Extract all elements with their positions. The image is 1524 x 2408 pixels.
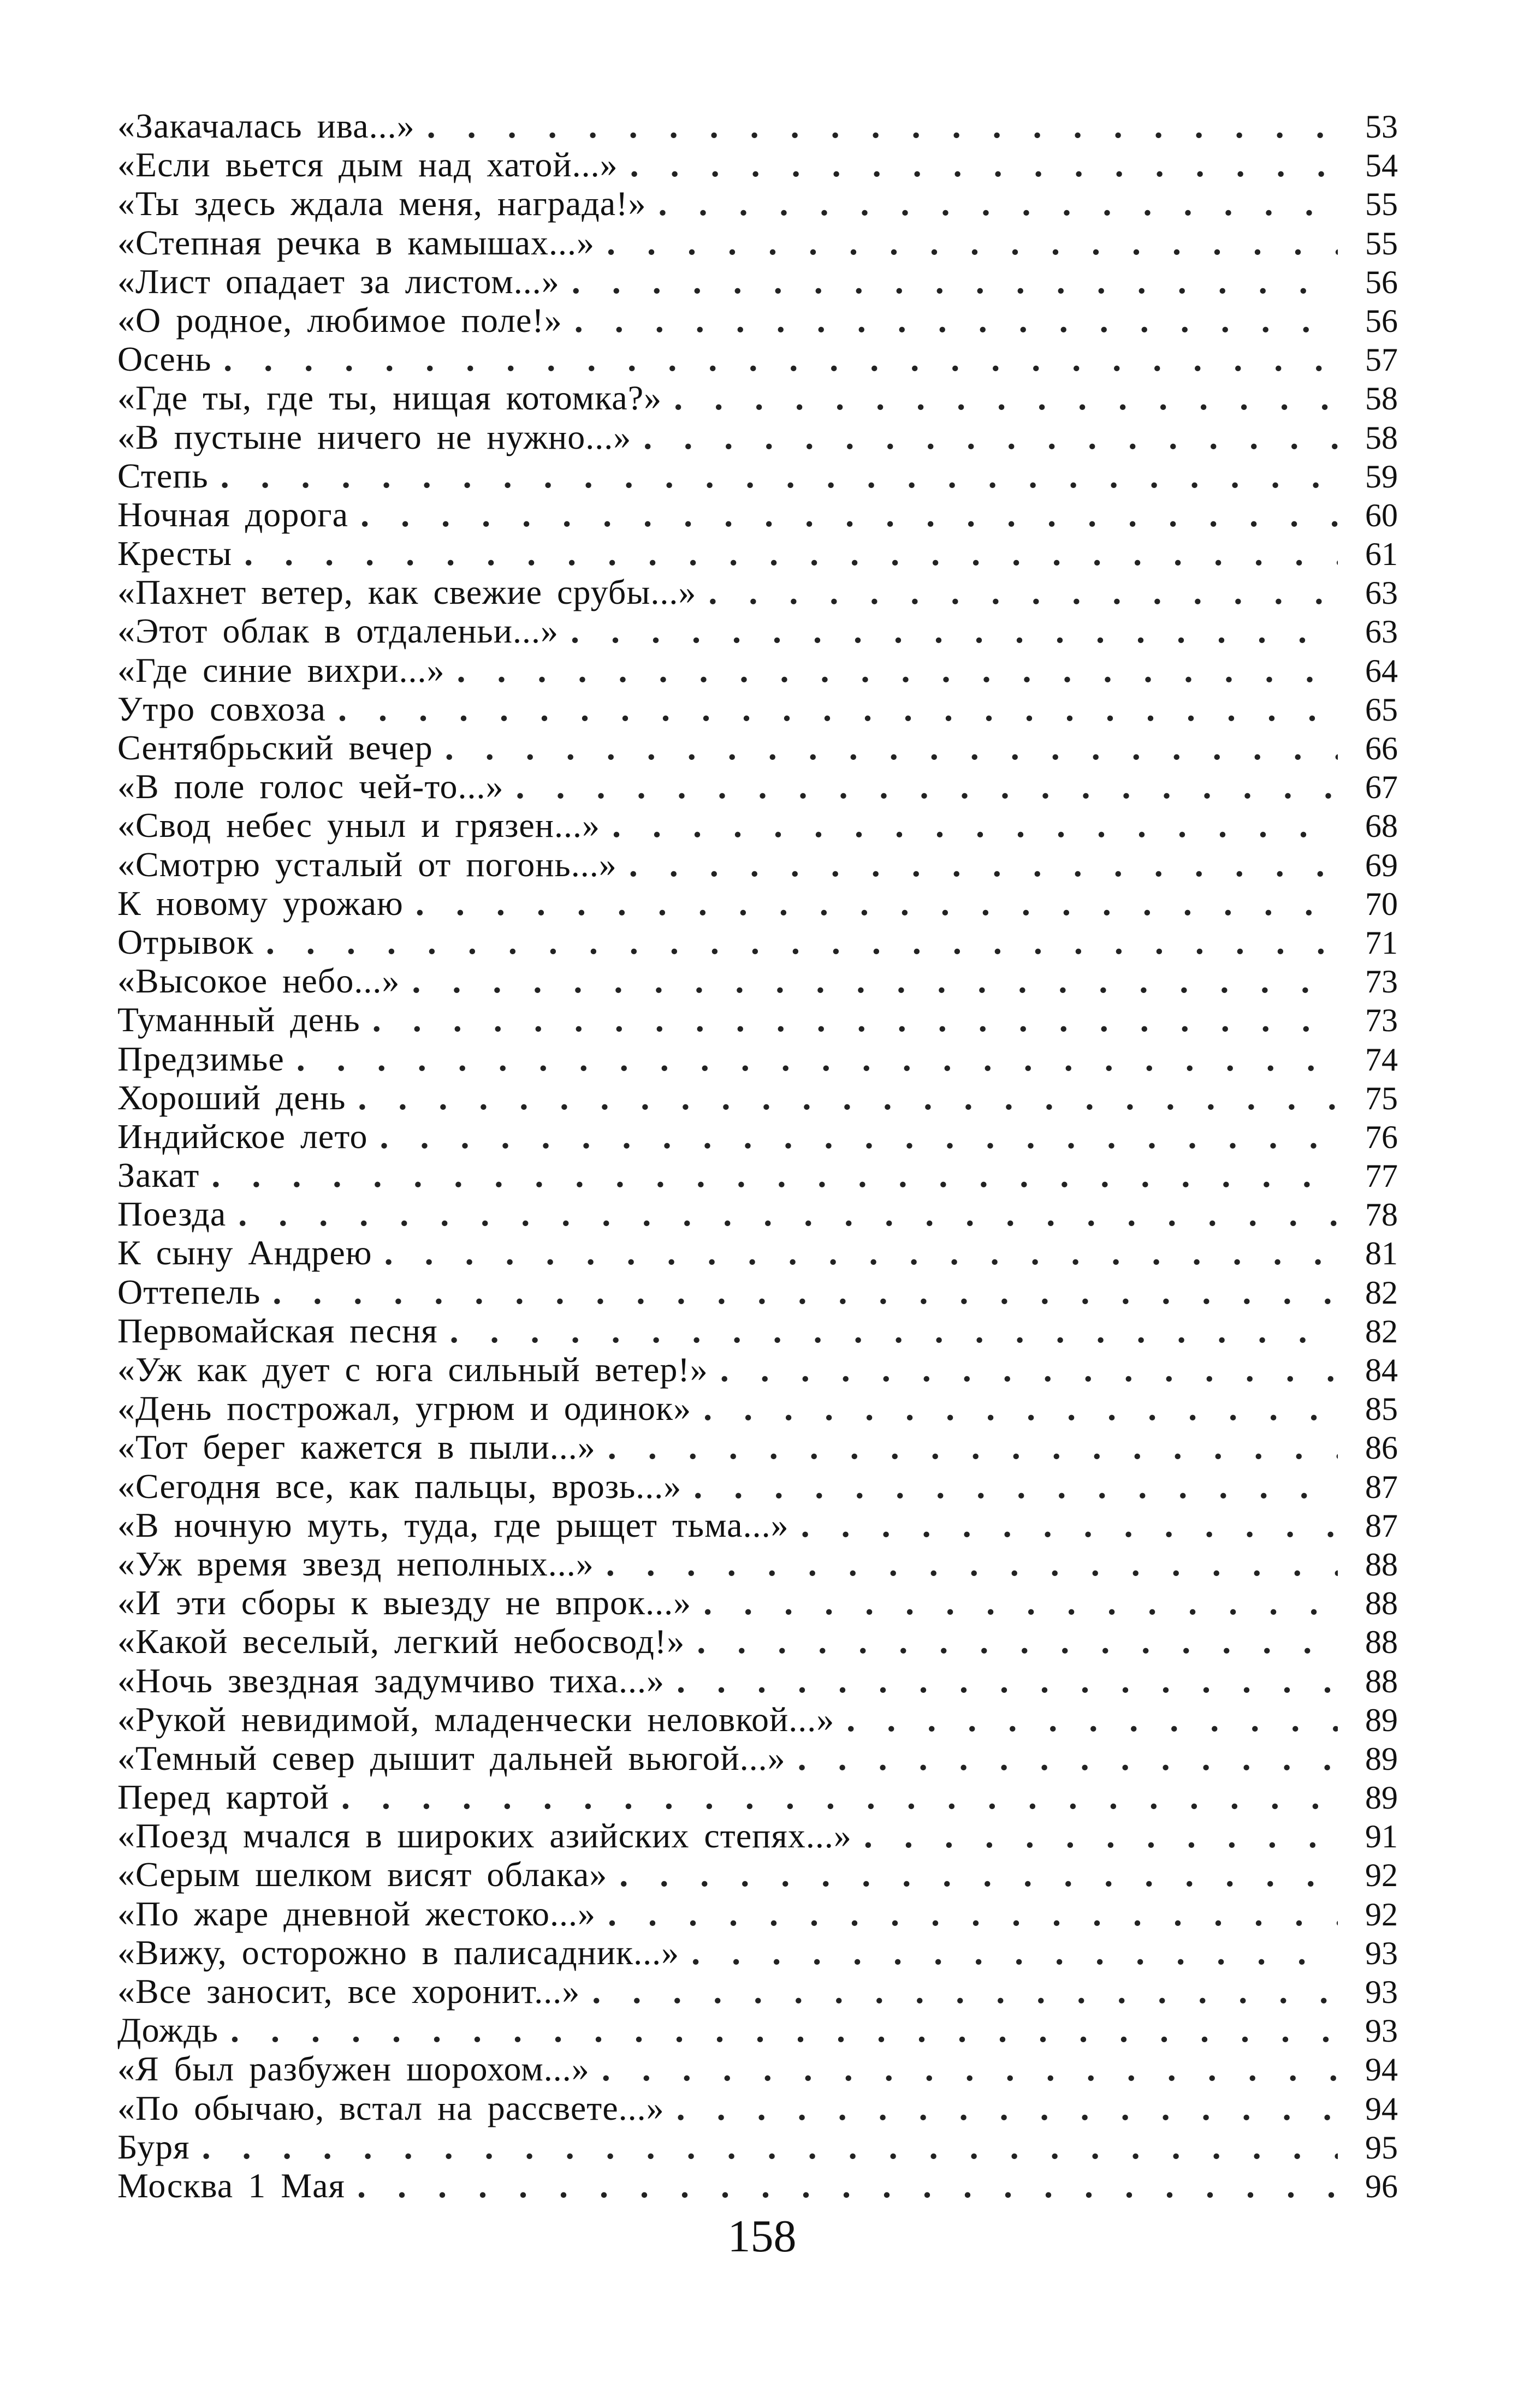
dot-leader bbox=[834, 1700, 1338, 1739]
toc-entry bbox=[117, 106, 1398, 145]
toc-entry-title: «Уж как дует с юга сильный ветер!» bbox=[117, 1350, 708, 1389]
toc-entry bbox=[117, 340, 1398, 378]
dot-leader bbox=[594, 1544, 1338, 1583]
dot-leader bbox=[600, 806, 1338, 845]
dot-leader bbox=[691, 1583, 1338, 1622]
toc-entry-title: Закат bbox=[117, 1156, 200, 1195]
toc-entry-title: «Этот облак в отдаленьи...» bbox=[117, 611, 559, 651]
toc-entry-title: «Смотрю усталый от погонь...» bbox=[117, 845, 617, 884]
dot-leader bbox=[596, 1894, 1338, 1933]
dot-leader bbox=[631, 418, 1338, 456]
dot-leader bbox=[209, 456, 1338, 495]
toc-entry bbox=[117, 262, 1398, 301]
dot-leader bbox=[346, 1078, 1338, 1117]
toc-entry bbox=[117, 1622, 1398, 1661]
toc-entry-page: 82 bbox=[1365, 1274, 1398, 1311]
toc-entry-page: 88 bbox=[1365, 1546, 1398, 1583]
toc-entry-page: 55 bbox=[1365, 186, 1398, 223]
toc-entry-page: 71 bbox=[1365, 924, 1398, 961]
dot-leader bbox=[415, 106, 1338, 145]
toc-entry bbox=[117, 2166, 1398, 2205]
dot-leader bbox=[685, 1622, 1338, 1661]
toc-entry-page: 84 bbox=[1365, 1352, 1398, 1388]
toc-entry-title: «Где синие вихри...» bbox=[117, 650, 445, 689]
toc-entry bbox=[117, 1467, 1398, 1506]
toc-entry bbox=[117, 534, 1398, 573]
dot-leader bbox=[562, 301, 1338, 340]
dot-leader bbox=[580, 1972, 1338, 2011]
toc-entry-page: 93 bbox=[1365, 1935, 1398, 1971]
toc-entry-page: 55 bbox=[1365, 225, 1398, 261]
toc-entry-title: Москва 1 Мая bbox=[117, 2166, 345, 2205]
toc-entry-title: К сыну Андрею bbox=[117, 1233, 372, 1273]
toc-entry-page: 89 bbox=[1365, 1702, 1398, 1738]
toc-entry bbox=[117, 923, 1398, 961]
dot-leader bbox=[360, 1000, 1338, 1039]
toc-entry-page: 67 bbox=[1365, 769, 1398, 806]
dot-leader bbox=[662, 378, 1338, 417]
page-number: 158 bbox=[727, 2211, 797, 2262]
toc-entry bbox=[117, 184, 1398, 223]
toc-entry bbox=[117, 1583, 1398, 1622]
toc-entry bbox=[117, 2049, 1398, 2088]
dot-leader bbox=[617, 845, 1338, 884]
dot-leader bbox=[404, 884, 1338, 923]
toc-entry-title: «Все заносит, все хоронит...» bbox=[117, 1972, 580, 2011]
toc-entry-page: 88 bbox=[1365, 1663, 1398, 1699]
toc-entry-page: 60 bbox=[1365, 497, 1398, 533]
toc-entry bbox=[117, 1000, 1398, 1039]
toc-entry-page: 54 bbox=[1365, 147, 1398, 184]
toc-entry bbox=[117, 2011, 1398, 2049]
toc-entry bbox=[117, 1933, 1398, 1972]
dot-leader bbox=[372, 1233, 1338, 1272]
toc-entry bbox=[117, 1855, 1398, 1894]
toc-entry-title: Оттепель bbox=[117, 1272, 261, 1311]
dot-leader bbox=[596, 1428, 1338, 1466]
toc-entry-page: 85 bbox=[1365, 1391, 1398, 1428]
toc-entry-title: «Где ты, где ты, нищая котомка?» bbox=[117, 378, 662, 418]
toc-entry-title: «Я был разбужен шорохом...» bbox=[117, 2049, 590, 2089]
toc-entry-page: 74 bbox=[1365, 1041, 1398, 1078]
toc-entry-title: «О родное, любимое поле!» bbox=[117, 300, 562, 340]
toc-entry-page: 96 bbox=[1365, 2168, 1398, 2204]
toc-entry-page: 58 bbox=[1365, 380, 1398, 417]
toc-entry-title: «Лист опадает за листом...» bbox=[117, 261, 560, 301]
toc-entry-title: Дождь bbox=[117, 2011, 219, 2050]
toc-entry bbox=[117, 1273, 1398, 1311]
toc-entry bbox=[117, 1816, 1398, 1855]
toc-entry-page: 94 bbox=[1365, 2090, 1398, 2127]
toc-entry bbox=[117, 2127, 1398, 2166]
toc-entry-page: 69 bbox=[1365, 847, 1398, 883]
toc-entry-page: 70 bbox=[1365, 885, 1398, 922]
toc-entry bbox=[117, 845, 1398, 884]
toc-entry bbox=[117, 728, 1398, 767]
toc-entry-page: 87 bbox=[1365, 1468, 1398, 1505]
toc-entry bbox=[117, 1894, 1398, 1933]
toc-entry-title: «В поле голос чей-то...» bbox=[117, 767, 504, 806]
toc-entry bbox=[117, 1117, 1398, 1156]
dot-leader bbox=[681, 1467, 1338, 1506]
dot-leader bbox=[607, 1855, 1338, 1894]
dot-leader bbox=[348, 495, 1338, 534]
toc-entry-page: 56 bbox=[1365, 264, 1398, 300]
toc-entry-page: 94 bbox=[1365, 2052, 1398, 2088]
toc-entry bbox=[117, 611, 1398, 650]
toc-entry-title: «Какой веселый, легкий небосвод!» bbox=[117, 1622, 685, 1661]
toc-entry-page: 76 bbox=[1365, 1119, 1398, 1155]
toc-entry-title: Сентябрьский вечер bbox=[117, 728, 433, 767]
toc-entry-title: «В пустыне ничего не нужно...» bbox=[117, 417, 632, 456]
toc-entry-title: «Поезд мчался в широких азийских степях...» bbox=[117, 1816, 852, 1856]
dot-leader bbox=[199, 1156, 1338, 1194]
dot-leader bbox=[218, 2011, 1338, 2049]
toc-entry-title: Буря bbox=[117, 2127, 190, 2166]
toc-entry-page: 88 bbox=[1365, 1624, 1398, 1661]
toc-entry-title: «Серым шелком висят облака» bbox=[117, 1855, 608, 1894]
toc-entry-page: 88 bbox=[1365, 1585, 1398, 1622]
dot-leader bbox=[789, 1506, 1338, 1544]
dot-leader bbox=[696, 573, 1338, 611]
dot-leader bbox=[226, 1194, 1338, 1233]
toc-entry bbox=[117, 2089, 1398, 2127]
toc-entry-page: 75 bbox=[1365, 1080, 1398, 1116]
dot-leader bbox=[559, 611, 1338, 650]
toc-entry-title: Предзимье bbox=[117, 1039, 284, 1078]
toc-entry-title: Перед картой bbox=[117, 1777, 329, 1817]
toc-entry bbox=[117, 456, 1398, 495]
toc-entry bbox=[117, 1777, 1398, 1816]
dot-leader bbox=[852, 1816, 1338, 1855]
toc-entry-title: «Вижу, осторожно в палисадник...» bbox=[117, 1933, 680, 1972]
toc-entry bbox=[117, 1039, 1398, 1078]
dot-leader bbox=[345, 2166, 1338, 2205]
dot-leader bbox=[646, 184, 1338, 223]
toc-entry-title: Индийское лето bbox=[117, 1116, 368, 1156]
toc-entry bbox=[117, 223, 1398, 262]
toc-entry-page: 56 bbox=[1365, 302, 1398, 339]
toc-entry-page: 66 bbox=[1365, 730, 1398, 766]
toc-entry-page: 81 bbox=[1365, 1235, 1398, 1272]
dot-leader bbox=[560, 262, 1338, 301]
toc-entry bbox=[117, 651, 1398, 689]
dot-leader bbox=[665, 2089, 1338, 2127]
toc-entry-page: 73 bbox=[1365, 964, 1398, 1000]
toc-entry-page: 89 bbox=[1365, 1740, 1398, 1777]
toc-entry-title: «По жаре дневной жестоко...» bbox=[117, 1894, 596, 1933]
toc-entry bbox=[117, 1194, 1398, 1233]
toc-entry-title: «Сегодня все, как пальцы, врозь...» bbox=[117, 1466, 682, 1506]
toc-entry bbox=[117, 884, 1398, 923]
toc-entry-title: «Рукой невидимой, младенчески неловкой...» bbox=[117, 1699, 835, 1739]
toc-entry-title: Поезда bbox=[117, 1194, 227, 1234]
toc-entry bbox=[117, 418, 1398, 456]
dot-leader bbox=[679, 1933, 1338, 1972]
toc-entry-title: «Закачалась ива...» bbox=[117, 106, 415, 145]
toc-entry bbox=[117, 767, 1398, 806]
toc-entry-page: 87 bbox=[1365, 1507, 1398, 1544]
dot-leader bbox=[329, 1777, 1338, 1816]
dot-leader bbox=[708, 1350, 1338, 1389]
toc-entry-page: 86 bbox=[1365, 1430, 1398, 1466]
toc-entry bbox=[117, 1428, 1398, 1466]
toc-entry-page: 63 bbox=[1365, 575, 1398, 611]
dot-leader bbox=[254, 923, 1338, 961]
toc-entry bbox=[117, 961, 1398, 1000]
toc-entry-page: 77 bbox=[1365, 1158, 1398, 1194]
toc-entry bbox=[117, 378, 1398, 417]
toc-entry-title: Туманный день bbox=[117, 1000, 360, 1039]
toc-entry bbox=[117, 1156, 1398, 1194]
toc-entry-title: «Высокое небо...» bbox=[117, 961, 400, 1001]
toc-entry bbox=[117, 1506, 1398, 1544]
toc-entry-title: Осень bbox=[117, 340, 212, 379]
toc-entry-page: 82 bbox=[1365, 1313, 1398, 1349]
toc-entry-title: Кресты bbox=[117, 534, 233, 573]
toc-entry bbox=[117, 145, 1398, 184]
toc-entry-page: 65 bbox=[1365, 691, 1398, 728]
toc-entry-title: «В ночную муть, туда, где рыщет тьма...» bbox=[117, 1505, 789, 1544]
toc-entry-title: «Свод небес уныл и грязен...» bbox=[117, 806, 601, 845]
toc-entry-page: 92 bbox=[1365, 1857, 1398, 1894]
toc-entry-title: «Уж время звезд неполных...» bbox=[117, 1544, 594, 1583]
toc-entry-page: 95 bbox=[1365, 2129, 1398, 2166]
dot-leader bbox=[618, 145, 1338, 184]
toc-entry-title: «Ты здесь ждала меня, награда!» bbox=[117, 184, 647, 223]
dot-leader bbox=[284, 1039, 1338, 1078]
toc-entry-page: 68 bbox=[1365, 808, 1398, 845]
toc-entry-page: 58 bbox=[1365, 419, 1398, 456]
table-of-contents bbox=[117, 106, 1398, 2205]
toc-entry-page: 53 bbox=[1365, 109, 1398, 145]
dot-leader bbox=[665, 1661, 1338, 1700]
dot-leader bbox=[438, 1311, 1338, 1350]
toc-entry-title: «И эти сборы к выезду не впрок...» bbox=[117, 1583, 692, 1622]
dot-leader bbox=[190, 2127, 1338, 2166]
toc-entry-title: Отрывок bbox=[117, 922, 254, 961]
toc-entry-page: 73 bbox=[1365, 1002, 1398, 1039]
dot-leader bbox=[444, 651, 1338, 689]
toc-entry-page: 78 bbox=[1365, 1197, 1398, 1233]
toc-entry-title: Первомайская песня bbox=[117, 1311, 438, 1350]
toc-entry bbox=[117, 1739, 1398, 1777]
toc-entry-page: 89 bbox=[1365, 1780, 1398, 1816]
dot-leader bbox=[400, 961, 1338, 1000]
toc-entry bbox=[117, 1233, 1398, 1272]
toc-entry bbox=[117, 1350, 1398, 1389]
dot-leader bbox=[326, 689, 1338, 728]
toc-entry bbox=[117, 495, 1398, 534]
toc-entry-title: «Если вьется дым над хатой...» bbox=[117, 145, 618, 185]
toc-entry-title: Степь bbox=[117, 456, 209, 495]
toc-entry bbox=[117, 689, 1398, 728]
toc-entry-title: Ночная дорога bbox=[117, 495, 349, 534]
dot-leader bbox=[691, 1389, 1338, 1428]
toc-entry-page: 63 bbox=[1365, 614, 1398, 650]
dot-leader bbox=[211, 340, 1338, 378]
toc-entry bbox=[117, 1311, 1398, 1350]
toc-entry bbox=[117, 573, 1398, 611]
toc-entry bbox=[117, 301, 1398, 340]
dot-leader bbox=[232, 534, 1338, 573]
dot-leader bbox=[433, 728, 1338, 767]
toc-entry-title: Хороший день bbox=[117, 1078, 346, 1117]
toc-entry bbox=[117, 1661, 1398, 1700]
dot-leader bbox=[590, 2049, 1338, 2088]
toc-entry-page: 59 bbox=[1365, 458, 1398, 495]
toc-entry-title: «По обычаю, встал на рассвете...» bbox=[117, 2088, 665, 2127]
toc-entry bbox=[117, 1078, 1398, 1117]
toc-entry-title: «День построжал, угрюм и одинок» bbox=[117, 1389, 692, 1428]
toc-entry bbox=[117, 806, 1398, 845]
toc-entry-title: «Тот берег кажется в пыли...» bbox=[117, 1428, 596, 1467]
toc-entry bbox=[117, 1544, 1398, 1583]
toc-entry-title: Утро совхоза bbox=[117, 689, 326, 728]
toc-entry-page: 93 bbox=[1365, 2013, 1398, 2049]
toc-entry-title: «Пахнет ветер, как свежие срубы...» bbox=[117, 573, 697, 612]
toc-entry-title: К новому урожаю bbox=[117, 883, 404, 923]
toc-entry-page: 61 bbox=[1365, 536, 1398, 573]
toc-entry-page: 92 bbox=[1365, 1896, 1398, 1933]
toc-entry bbox=[117, 1389, 1398, 1428]
toc-entry-title: «Темный север дышит дальней вьюгой...» bbox=[117, 1738, 786, 1777]
dot-leader bbox=[260, 1273, 1338, 1311]
toc-entry bbox=[117, 1972, 1398, 2011]
dot-leader bbox=[786, 1739, 1338, 1777]
toc-entry-title: «Ночь звездная задумчиво тиха...» bbox=[117, 1661, 665, 1700]
toc-entry-page: 64 bbox=[1365, 652, 1398, 689]
toc-entry-title: «Степная речка в камышах...» bbox=[117, 223, 595, 262]
dot-leader bbox=[503, 767, 1338, 806]
toc-entry-page: 91 bbox=[1365, 1818, 1398, 1855]
dot-leader bbox=[595, 223, 1338, 262]
toc-entry-page: 57 bbox=[1365, 342, 1398, 378]
toc-entry-page: 93 bbox=[1365, 1974, 1398, 2010]
toc-entry bbox=[117, 1700, 1398, 1739]
dot-leader bbox=[367, 1117, 1338, 1156]
